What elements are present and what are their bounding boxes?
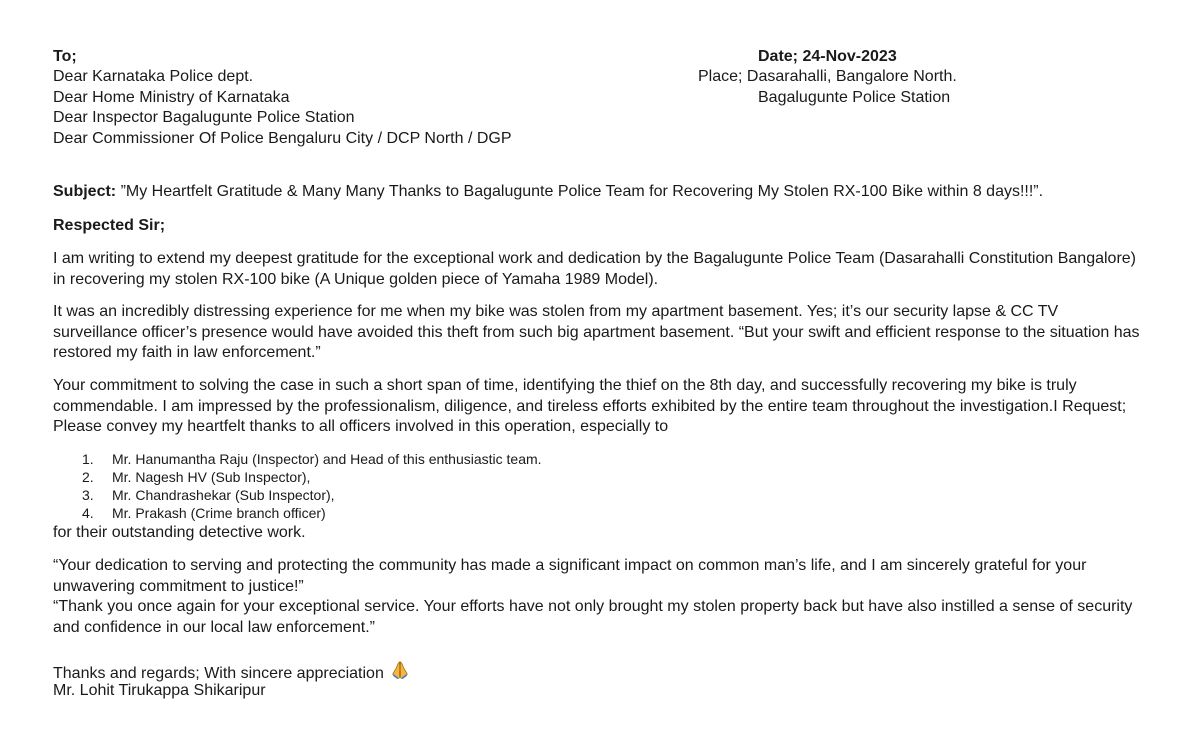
body-paragraph: Your commitment to solving the case in such a short span of time, identifying the thief on the 8th day, and successfully recovering my bike is truly commendable. I am impressed by the professionalism, diligence, and tireless efforts exhibited by the entire team throughout the investigation.I Request; Please convey my heartfelt thanks to all officers involved in this operation, especially to xyxy=(53,377,1127,435)
salutation: Respected Sir; xyxy=(53,217,166,234)
list-item xyxy=(82,468,310,486)
folded-hands-icon xyxy=(390,660,410,686)
recipient-line: Dear Inspector Bagalugunte Police Station xyxy=(53,109,355,126)
letter-place: Place; Dasarahalli, Bangalore North. xyxy=(698,68,957,85)
subject-text: ”My Heartfelt Gratitude & Many Many Thanks to Bagalugunte Police Team for Recovering My Stolen RX-100 Bike within 8 days!!!”. xyxy=(116,183,1044,200)
quote-paragraph: “Thank you once again for your exceptional service. Your efforts have not only brought my stolen property back but have also instilled a sense of security and confidence in our local law enforcement.” xyxy=(53,598,1133,636)
list-number: 1. xyxy=(82,451,94,467)
officer-name: Mr. Hanumantha Raju (Inspector) and Head of this enthusiastic team. xyxy=(112,451,542,467)
list-number: 4. xyxy=(82,505,94,521)
list-item xyxy=(82,486,335,504)
closing-text: Thanks and regards; With sincere appreciation xyxy=(53,665,384,682)
after-list-text: for their outstanding detective work. xyxy=(53,524,306,541)
to-label: To; xyxy=(53,48,77,65)
body-paragraph: I am writing to extend my deepest gratitude for the exceptional work and dedication by the Bagalugunte Police Team (Dasarahalli Constitution Bangalore) in recovering my stolen RX-100 bike (A Unique golden piece of Yamaha 1989 Model). xyxy=(53,250,1136,288)
recipient-line: Dear Home Ministry of Karnataka xyxy=(53,89,290,106)
police-station: Bagalugunte Police Station xyxy=(758,89,951,106)
officer-name: Mr. Chandrashekar (Sub Inspector), xyxy=(112,487,335,503)
list-number: 3. xyxy=(82,487,94,503)
list-number: 2. xyxy=(82,469,94,485)
subject-line xyxy=(53,182,1043,202)
subject-label: Subject: xyxy=(53,183,117,200)
letter-date: Date; 24-Nov-2023 xyxy=(758,48,897,65)
list-item xyxy=(82,450,542,468)
recipient-line: Dear Karnataka Police dept. xyxy=(53,68,254,85)
officer-name: Mr. Prakash (Crime branch officer) xyxy=(112,505,326,521)
recipient-line: Dear Commissioner Of Police Bengaluru City / DCP North / DGP xyxy=(53,130,512,147)
quote-paragraph: “Your dedication to serving and protecting the community has made a significant impact on common man’s life, and I am sincerely grateful for your unwavering commitment to justice!” xyxy=(53,557,1087,595)
officer-name: Mr. Nagesh HV (Sub Inspector), xyxy=(112,469,311,485)
body-paragraph: It was an incredibly distressing experience for me when my bike was stolen from my apartment basement. Yes; it’s our security lapse & CC TV surveillance officer’s presence would have avoided this theft from such big apartment basement. “But your swift and efficient response to the situation has restored my faith in law enforcement.” xyxy=(53,303,1140,361)
list-item xyxy=(82,504,326,522)
signature-name: Mr. Lohit Tirukappa Shikaripur xyxy=(53,682,266,699)
